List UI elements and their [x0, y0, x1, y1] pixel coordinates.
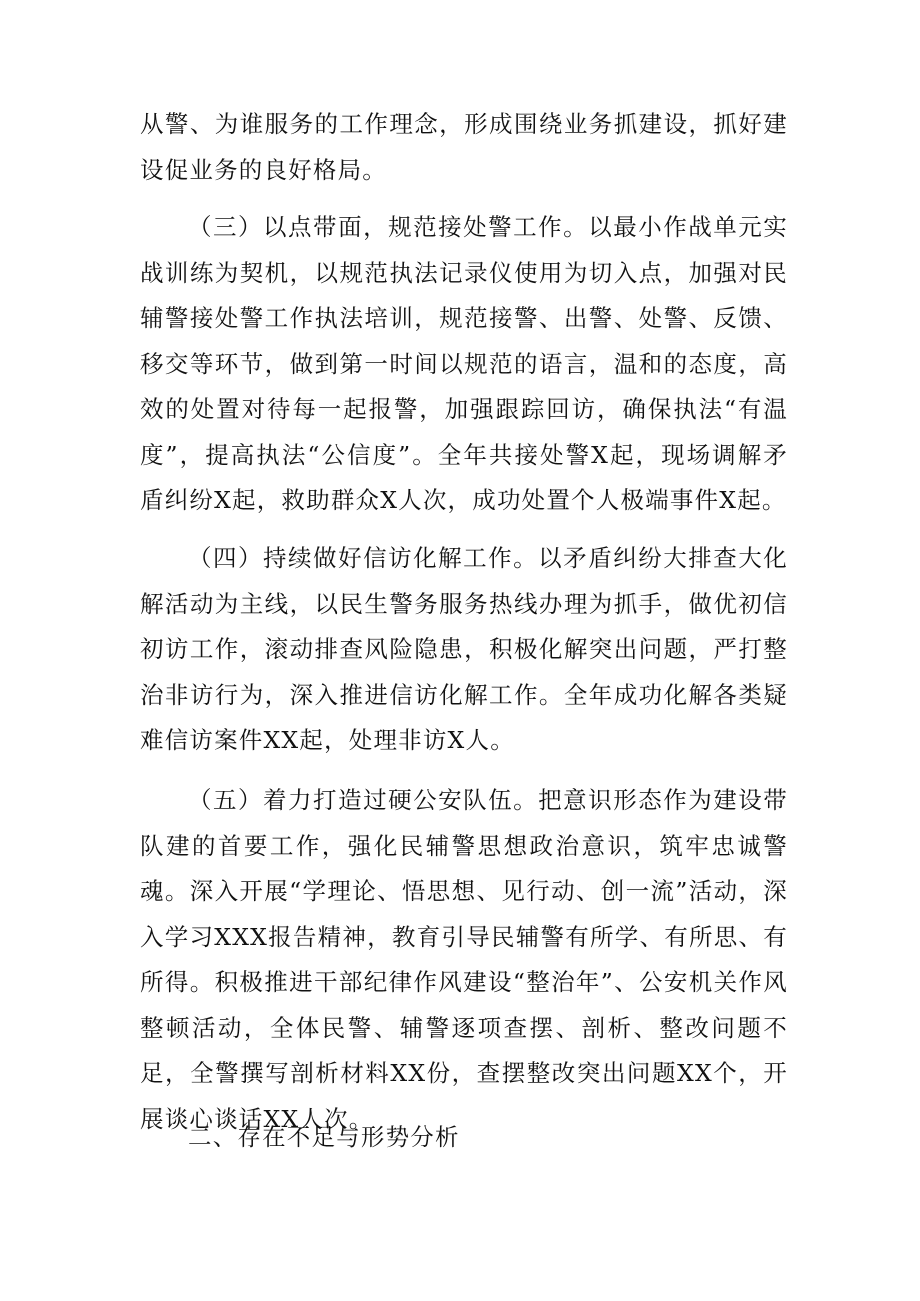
section-heading: 二、存在不足与形势分析: [188, 1123, 460, 1151]
paragraph-section-5: （五）着力打造过硬公安队伍。把意识形态作为建设带队建的首要工作，强化民辅警思想政治意识，筑牢忠诚警魂。深入开展“学理论、悟思想、见行动、创一流”活动，深入学习XXX报告精神，教育引导民辅警有所学、有所思、有所得。积极推进干部纪律作风建设“整治年”、公安机关作风整顿活动，全体民警、辅警逐项查摆、剖析、整改问题不足，全警撰写剖析材料XX份，查摆整改突出问题XX个，开展谈心谈话XX人次。: [140, 786, 788, 1133]
paragraph-section-4: （四）持续做好信访化解工作。以矛盾纠纷大排查大化解活动为主线，以民生警务服务热线办理为抓手，做优初信初访工作，滚动排查风险隐患，积极化解突出问题，严打整治非访行为，深入推进信访化解工作。全年成功化解各类疑难信访案件XX起，处理非访X人。: [140, 544, 788, 754]
paragraph-continuation: 从警、为谁服务的工作理念，形成围绕业务抓建设，抓好建设促业务的良好格局。: [140, 110, 788, 184]
paragraph-section-3: （三）以点带面，规范接处警工作。以最小作战单元实战训练为契机，以规范执法记录仪使用为切入点，加强对民辅警接处警工作执法培训，规范接警、出警、处警、反馈、移交等环节，做到第一时间以规范的语言，温和的态度，高效的处置对待每一起报警，加强跟踪回访，确保执法“有温度”，提高执法“公信度”。全年共接处警X起，现场调解矛盾纠纷X起，救助群众X人次，成功处置个人极端事件X起。: [140, 213, 788, 514]
